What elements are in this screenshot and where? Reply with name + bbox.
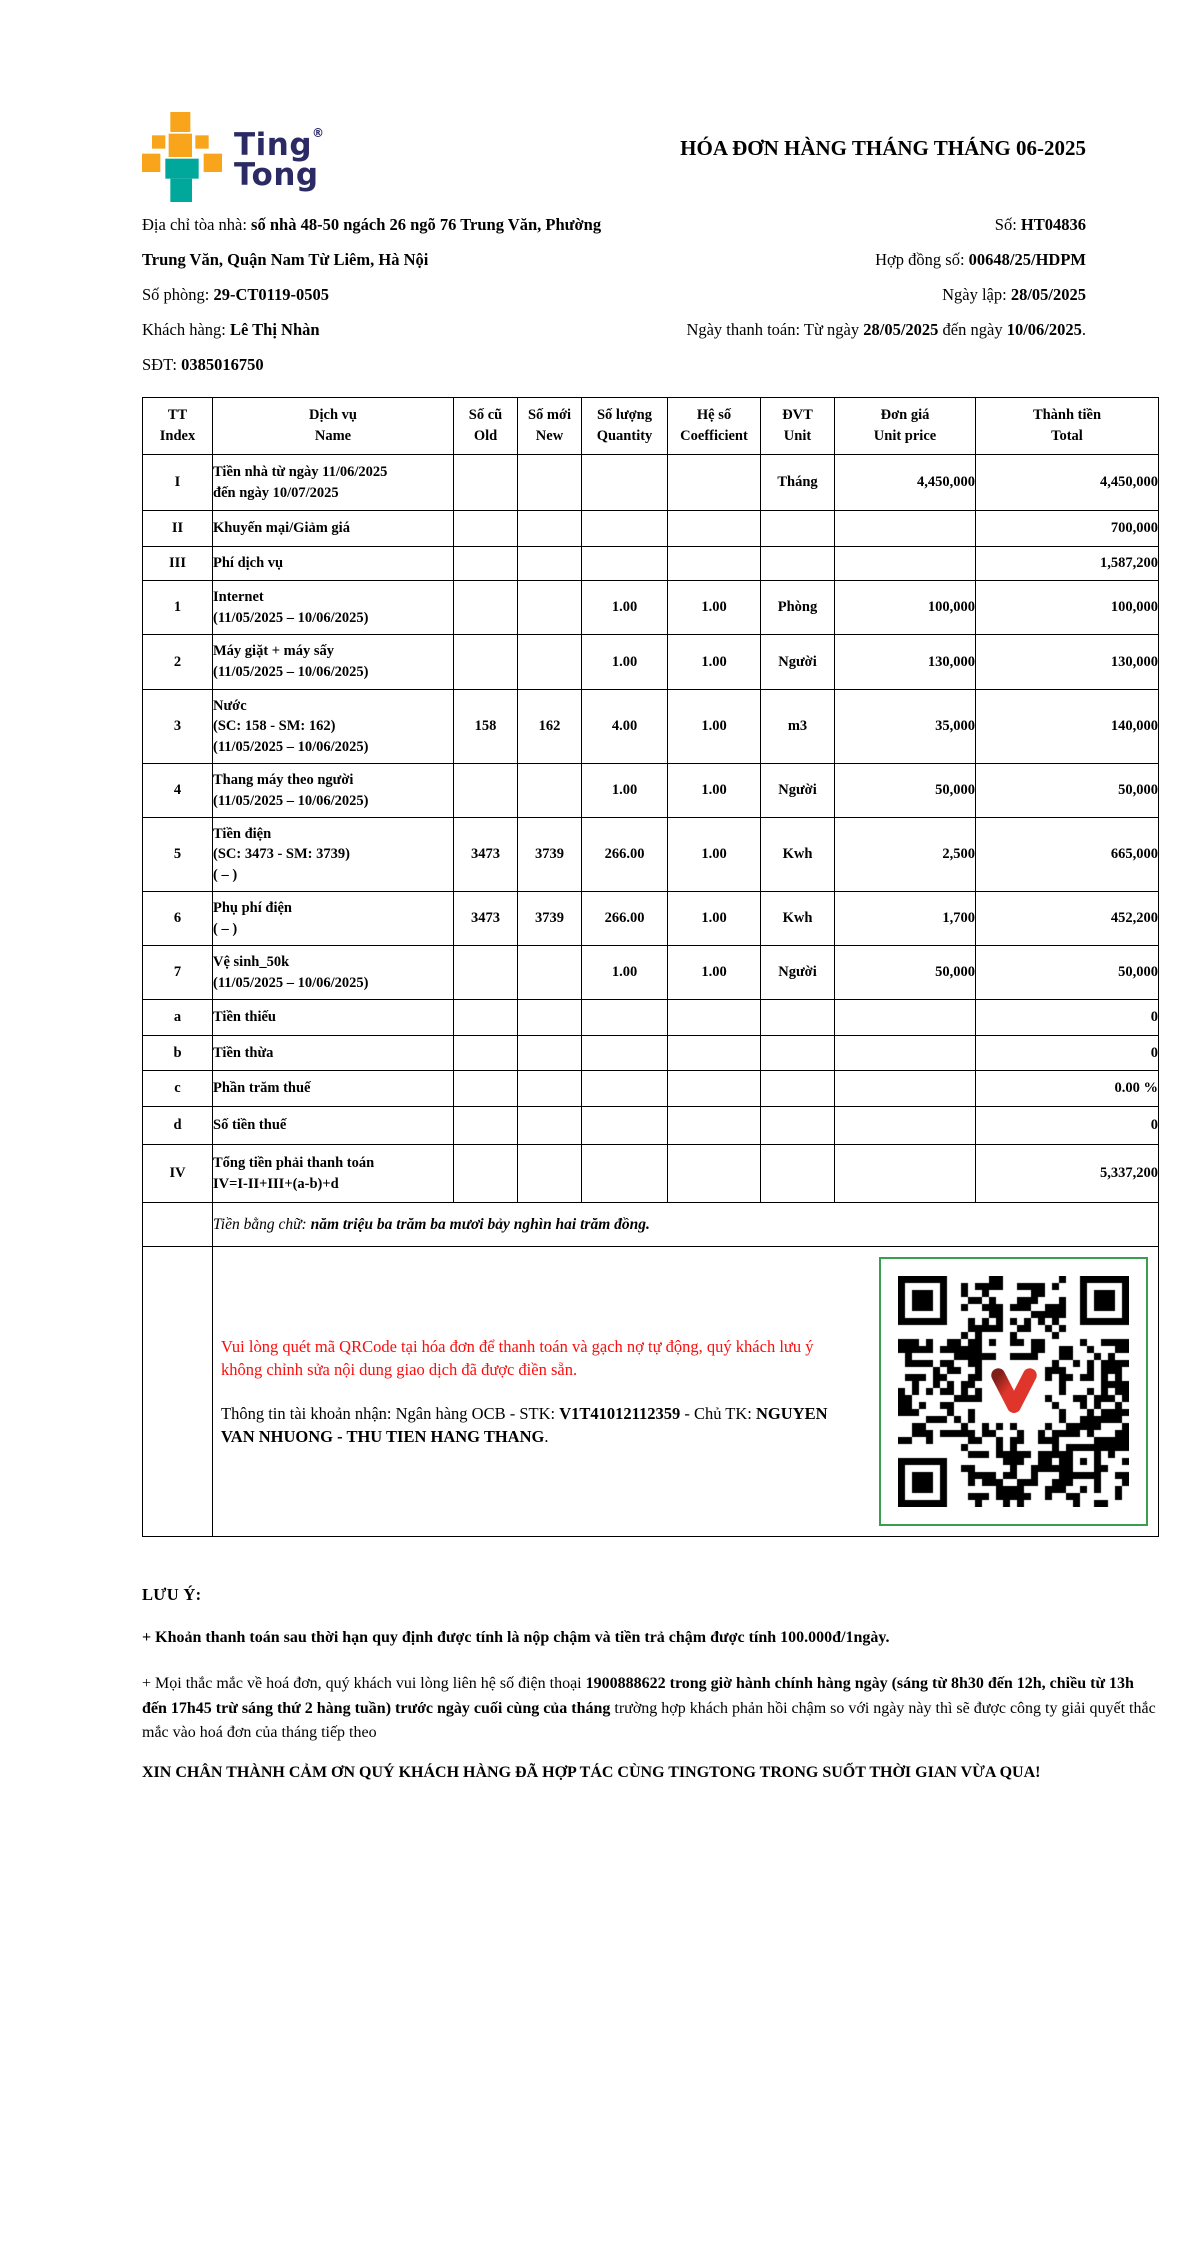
cell-name: Máy giặt + máy sấy (11/05/2025 – 10/06/2025) [213,635,454,690]
cell-unit-price [835,511,976,547]
cell-coefficient: 1.00 [668,946,761,1000]
cell-new [518,1107,582,1145]
text-segment: HT04836 [1020,215,1086,234]
cell-coefficient [668,1036,761,1071]
table-row [143,635,1159,690]
cell-index: 1 [143,581,213,635]
cell-index: b [143,1036,213,1071]
cell-index: 5 [143,818,213,892]
column-header-unit-price: Đơn giá Unit price [835,398,976,455]
qr-payment-cell [213,1247,1159,1537]
cell-coefficient: 1.00 [668,818,761,892]
table-row [143,1036,1159,1071]
cell-quantity: 1.00 [582,764,668,818]
cell-new [518,1036,582,1071]
cell-name: Nước (SC: 158 - SM: 162) (11/05/2025 – 10/06/2025) [213,690,454,764]
text-segment: trước ngày cuối cùng của tháng [395,1699,611,1717]
text-segment: Ngày lập: [942,285,1011,304]
cell-name: Tiền thiếu [213,1000,454,1036]
table-row [143,1071,1159,1107]
cell-index: II [143,511,213,547]
table-footer-rows [143,1203,1159,1537]
cell-quantity [582,1145,668,1203]
amount-in-words-row [143,1203,1159,1247]
invoice-content [142,0,1158,1785]
column-header-index: TT Index [143,398,213,455]
cell-name: Vệ sinh_50k (11/05/2025 – 10/06/2025) [213,946,454,1000]
cell-quantity [582,511,668,547]
info-row [142,355,1158,390]
cell-unit: Kwh [761,892,835,946]
cell-total: 0 [976,1036,1159,1071]
table-row [143,547,1159,581]
text-segment: Lê Thị Nhàn [229,320,320,339]
cell-total: 0 [976,1107,1159,1145]
text-segment: 28/05/2025 [863,320,939,339]
cell-new: 162 [518,690,582,764]
cell-name: Phụ phí điện ( – ) [213,892,454,946]
cell-quantity: 1.00 [582,946,668,1000]
table-row [143,946,1159,1000]
table-header [143,398,1159,455]
table-row [143,1000,1159,1036]
cell-coefficient [668,511,761,547]
cell-quantity [582,1000,668,1036]
cell-index: IV [143,1145,213,1203]
text-segment: 00648/25/HDPM [968,250,1086,269]
text-segment: Số: [994,215,1021,234]
cell-index: 2 [143,635,213,690]
cell-new [518,455,582,511]
registered-mark: ® [312,126,325,140]
cell-total: 452,200 [976,892,1159,946]
cell-name: Tiền điện (SC: 3473 - SM: 3739) ( – ) [213,818,454,892]
cell-coefficient: 1.00 [668,690,761,764]
cell-total: 130,000 [976,635,1159,690]
cell-new [518,1000,582,1036]
room-number [142,285,329,305]
cell-old [454,635,518,690]
cell-unit-price: 130,000 [835,635,976,690]
text-segment: . [1081,320,1086,339]
column-header-total: Thành tiền Total [976,398,1159,455]
cell-unit-price [835,1000,976,1036]
cell-new [518,946,582,1000]
cell-unit-price: 50,000 [835,764,976,818]
column-header-new: Số mới New [518,398,582,455]
cell-quantity: 1.00 [582,635,668,690]
cell-coefficient: 1.00 [668,635,761,690]
text-segment: Thông tin tài khoản nhận: Ngân hàng OCB - STK: [221,1403,560,1423]
info-row [142,285,1158,320]
cell-total: 100,000 [976,581,1159,635]
cell-unit: Phòng [761,581,835,635]
cell-old: 158 [454,690,518,764]
cell-unit-price [835,547,976,581]
cell-old [454,547,518,581]
text-segment: Trung Văn, Quận Nam Từ Liêm, Hà Nội [142,250,429,269]
cell-name: Phí dịch vụ [213,547,454,581]
cell-old [454,1107,518,1145]
cell-new [518,547,582,581]
cell-unit [761,1107,835,1145]
cell-new [518,511,582,547]
cell-old [454,1000,518,1036]
cell-unit: m3 [761,690,835,764]
cell-index: c [143,1071,213,1107]
column-header-name: Dịch vụ Name [213,398,454,455]
cell-unit-price [835,1107,976,1145]
qr-instructions [219,1335,836,1449]
cell-old: 3473 [454,818,518,892]
cell-unit-price: 4,450,000 [835,455,976,511]
info-row [142,320,1158,355]
notes-heading: LƯU Ý: [142,1585,202,1604]
text-segment: đến ngày [938,320,1007,339]
cell-old [454,764,518,818]
cell-new: 3739 [518,892,582,946]
cell-new [518,635,582,690]
cell-quantity: 266.00 [582,892,668,946]
cell-quantity [582,455,668,511]
cell-index: 6 [143,892,213,946]
cell-coefficient [668,455,761,511]
cell-quantity [582,1036,668,1071]
tingtong-logo [142,112,325,202]
text-segment: 1900888622 trong giờ hành chính hàng ngày (sáng từ 8h30 đến 12h, chiều từ 13h đến 17h45 trừ sáng thứ 2 hàng tuần) [142,1674,1134,1717]
cell-old [454,1036,518,1071]
table-row [143,581,1159,635]
cell-unit: Kwh [761,818,835,892]
cell-unit-price: 50,000 [835,946,976,1000]
building-address-line2 [142,250,428,270]
cell-quantity: 1.00 [582,581,668,635]
cell-old [454,511,518,547]
amount-in-words [213,1203,1159,1247]
column-header-quantity: Số lượng Quantity [582,398,668,455]
cell-index: 3 [143,690,213,764]
cell-total: 4,450,000 [976,455,1159,511]
cell-old [454,455,518,511]
cell-coefficient: 1.00 [668,764,761,818]
cell-coefficient: 1.00 [668,892,761,946]
invoice-header [142,0,1158,202]
cell-old: 3473 [454,892,518,946]
cell-new: 3739 [518,818,582,892]
issue-date [942,285,1158,305]
qr-code [879,1257,1148,1526]
table-row [143,1107,1159,1145]
text-segment: 29-CT0119-0505 [213,285,330,304]
cell-unit-price [835,1071,976,1107]
column-header-coefficient: Hệ số Coefficient [668,398,761,455]
cell-unit [761,547,835,581]
cell-name: Thang máy theo người (11/05/2025 – 10/06/2025) [213,764,454,818]
table-row [143,818,1159,892]
text-segment: V1T41012112359 [559,1403,681,1423]
table-row [143,690,1159,764]
cell-name: Tiền nhà từ ngày 11/06/2025 đến ngày 10/07/2025 [213,455,454,511]
logo-word-tong: Tong [234,157,319,194]
cell-coefficient [668,547,761,581]
table-row [143,511,1159,547]
text-segment: số nhà 48-50 ngách 26 ngõ 76 Trung Văn, Phường [251,215,602,234]
cell-unit: Tháng [761,455,835,511]
info-row [142,215,1158,250]
cell-unit [761,511,835,547]
cell-coefficient [668,1000,761,1036]
table-header-row [143,398,1159,455]
cell-old [454,1071,518,1107]
cell-index: III [143,547,213,581]
cell-new [518,764,582,818]
phone-number [142,355,264,375]
text-segment: 0385016750 [181,355,264,374]
account-info [221,1402,836,1449]
cell-unit [761,1000,835,1036]
amount-in-words-label: Tiền bằng chữ: [213,1215,311,1233]
cell-old [454,581,518,635]
text-segment: Số phòng: [142,285,214,304]
cell-name: Khuyến mại/Giảm giá [213,511,454,547]
cell-total: 5,337,200 [976,1145,1159,1203]
table-body [143,455,1159,1203]
thank-you-message: XIN CHÂN THÀNH CẢM ƠN QUÝ KHÁCH HÀNG ĐÃ HỢP TÁC CÙNG TINGTONG TRONG SUỐT THỜI GIAN VỪA QUA! [142,1764,1041,1782]
cell-total: 140,000 [976,690,1159,764]
cell-unit-price: 100,000 [835,581,976,635]
cell-unit-price [835,1145,976,1203]
payment-period [686,320,1158,340]
text-segment: + Khoản thanh toán sau thời hạn quy định được tính là nộp chậm và tiền trả chậm được tính 100.000đ/1ngày. [142,1629,890,1646]
cell-unit-price: 2,500 [835,818,976,892]
cell-unit [761,1071,835,1107]
building-address [142,215,601,235]
invoice-number [995,215,1158,235]
late-payment-note [142,1626,1158,1651]
cell-total: 50,000 [976,764,1159,818]
cell-quantity: 266.00 [582,818,668,892]
cell-new [518,1145,582,1203]
cell-coefficient [668,1145,761,1203]
info-row [142,250,1158,285]
cell-quantity [582,1071,668,1107]
cell-index-empty [143,1203,213,1247]
cell-index: d [143,1107,213,1145]
hotline-note [142,1672,1158,1746]
cell-coefficient [668,1107,761,1145]
cell-name: Internet (11/05/2025 – 10/06/2025) [213,581,454,635]
cell-index: a [143,1000,213,1036]
cell-name: Tiền thừa [213,1036,454,1071]
text-segment: . [544,1426,549,1446]
cell-name: Số tiền thuế [213,1107,454,1145]
qr-center-v-icon [986,1366,1042,1418]
contract-number [875,250,1158,270]
invoice-footer [142,1585,1158,1785]
text-segment: SĐT: [142,355,182,374]
tingtong-logo-text [234,126,325,194]
cell-index: 4 [143,764,213,818]
text-segment: 28/05/2025 [1010,285,1086,304]
table-row [143,892,1159,946]
text-segment: Khách hàng: [142,320,230,339]
cell-index: I [143,455,213,511]
cell-unit-price: 1,700 [835,892,976,946]
cell-old [454,946,518,1000]
table-row [143,1145,1159,1203]
qr-red-note: Vui lòng quét mã QRCode tại hóa đơn để thanh toán và gạch nợ tự động, quý khách lưu ý không chỉnh sửa nội dung giao dịch đã được điền sẵn. [221,1336,814,1380]
cell-new [518,1071,582,1107]
charges-table [142,397,1159,1537]
tingtong-logo-icon [142,112,222,202]
cell-total: 0 [976,1000,1159,1036]
cell-old [454,1145,518,1203]
cell-unit: Người [761,764,835,818]
cell-total: 0.00 % [976,1071,1159,1107]
cell-coefficient: 1.00 [668,581,761,635]
cell-index: 7 [143,946,213,1000]
customer-name [142,320,320,340]
text-segment: trường hợp khách phản hồi chậm so với ngày này thì sẽ được công ty giải quyết thắc mắc vào hoá đơn của tháng tiếp theo [142,1699,1156,1742]
column-header-unit: ĐVT Unit [761,398,835,455]
text-segment: 10/06/2025 [1006,320,1082,339]
qr-row [143,1247,1159,1537]
cell-unit [761,1036,835,1071]
amount-in-words-value: năm triệu ba trăm ba mươi bảy nghìn hai trăm đồng. [310,1215,650,1233]
cell-quantity [582,547,668,581]
qr-payment-area [213,1247,1158,1536]
text-segment: Hợp đồng số: [875,250,969,269]
cell-quantity [582,1107,668,1145]
cell-total: 1,587,200 [976,547,1159,581]
text-segment: NGUYEN VAN NHUONG - THU TIEN HANG THANG [221,1403,828,1446]
text-segment: - Chủ TK: [680,1403,757,1423]
cell-unit-price: 35,000 [835,690,976,764]
cell-quantity: 4.00 [582,690,668,764]
text-segment: Địa chỉ tòa nhà: [142,215,252,234]
cell-total: 50,000 [976,946,1159,1000]
cell-unit-price [835,1036,976,1071]
table-row [143,455,1159,511]
cell-total: 665,000 [976,818,1159,892]
cell-total: 700,000 [976,511,1159,547]
cell-unit [761,1145,835,1203]
text-segment: + Mọi thắc mắc về hoá đơn, quý khách vui lòng liên hệ số điện thoại [142,1674,586,1692]
cell-name: Tổng tiền phải thanh toán IV=I-II+III+(a-b)+d [213,1145,454,1203]
column-header-old: Số cũ Old [454,398,518,455]
table-row [143,764,1159,818]
cell-coefficient [668,1071,761,1107]
cell-index-empty [143,1247,213,1537]
text-segment: Ngày thanh toán: Từ ngày [686,320,864,339]
invoice-info [142,215,1158,390]
invoice-title: HÓA ĐƠN HÀNG THÁNG THÁNG 06-2025 [680,136,1086,160]
cell-unit: Người [761,635,835,690]
cell-new [518,581,582,635]
logo-word-ting: Ting [234,127,313,163]
cell-unit: Người [761,946,835,1000]
cell-name: Phần trăm thuế [213,1071,454,1107]
